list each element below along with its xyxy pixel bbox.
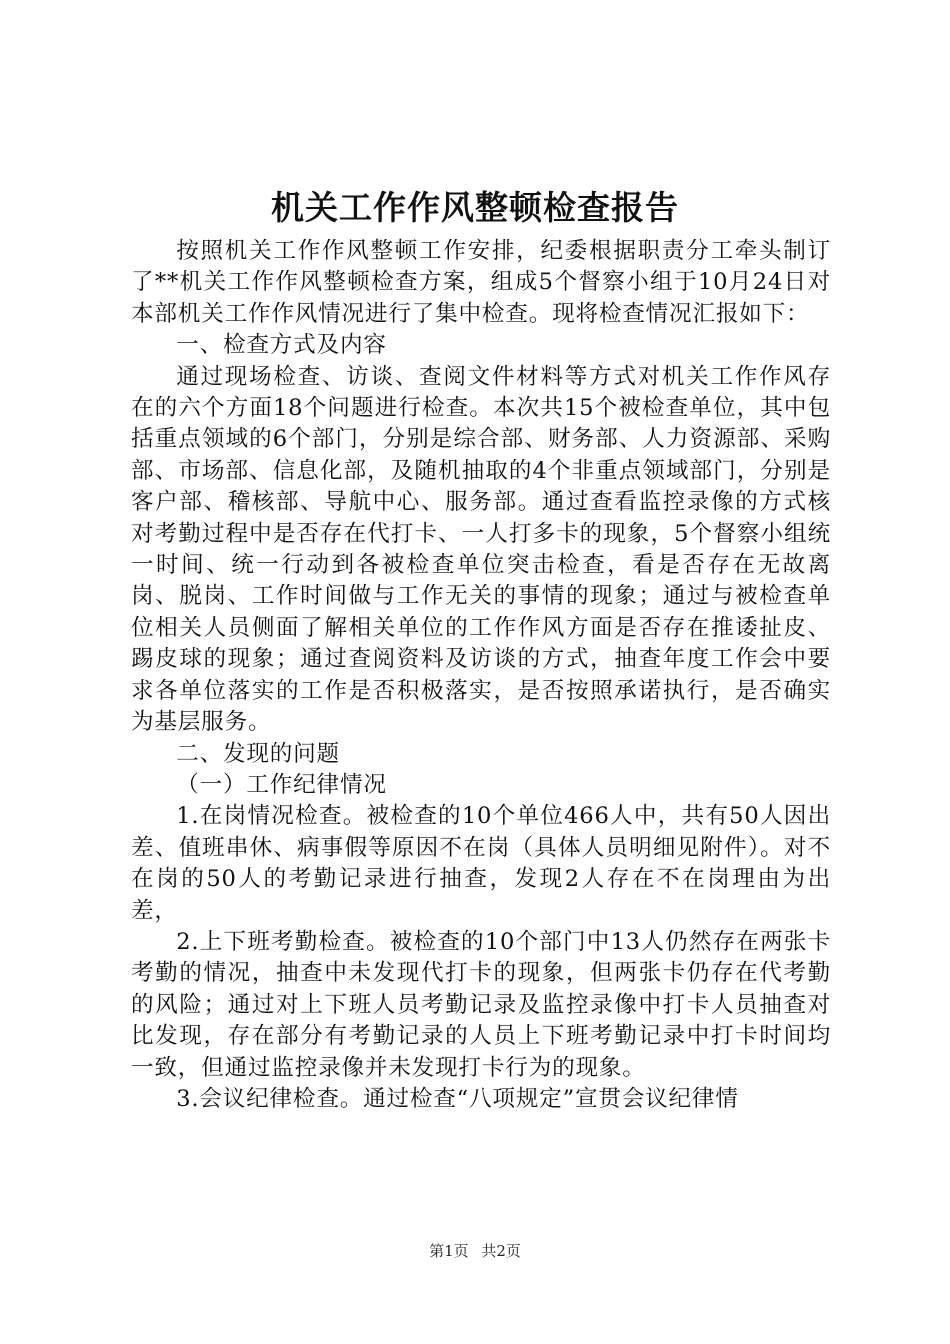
subsection-heading-discipline: （一）工作纪律情况 bbox=[176, 771, 387, 798]
document-body bbox=[131, 236, 831, 1115]
section-heading-problems: 二、发现的问题 bbox=[176, 740, 340, 767]
page-number-total: 共2页 bbox=[481, 1242, 521, 1260]
paragraph-item-3: 3.会议纪律检查。通过检查“八项规定”宣贯会议纪律情 bbox=[176, 1085, 739, 1112]
page-footer bbox=[0, 1240, 950, 1262]
paragraph-item-2: 2.上下班考勤检查。被检查的10个部门中13人仍然存在两张卡考勤的情况，抽查中未发现代打卡的现象，但两张卡仍存在代考勤的风险；通过对上下班人员考勤记录及监控录像中打卡人员抽查对比发现，存在部分有考勤记录的人员上下班考勤记录中打卡时间均一致，但通过监控录像并未发现打卡行为的现象。 bbox=[131, 928, 831, 1081]
paragraph-item-1: 1.在岗情况检查。被检查的10个单位466人中，共有50人因出差、值班串休、病事假等原因不在岗（具体人员明细见附件）。对不在岗的50人的考勤记录进行抽查，发现2人存在不在岗理由为出差， bbox=[131, 803, 831, 924]
paragraph-methods: 通过现场检查、访谈、查阅文件材料等方式对机关工作作风存在的六个方面18个问题进行检查。本次共15个被检查单位，其中包括重点领域的6个部门，分别是综合部、财务部、人力资源部、采购部、市场部、信息化部，及随机抽取的4个非重点领域部门，分别是客户部、稽核部、导航中心、服务部。通过查看监控录像的方式核对考勤过程中是否存在代打卡、一人打多卡的现象，5个督察小组统一时间、统一行动到各被检查单位突击检查，看是否存在无故离岗、脱岗、工作时间做与工作无关的事情的现象；通过与被检查单位相关人员侧面了解相关单位的工作作风方面是否存在推诿扯皮、踢皮球的现象；通过查阅资料及访谈的方式，抽查年度工作会中要求各单位落实的工作是否积极落实，是否按照承诺执行，是否确实为基层服务。 bbox=[131, 363, 831, 736]
document-title: 机关工作作风整顿检查报告 bbox=[271, 188, 679, 227]
page-number-current: 第1页 bbox=[429, 1242, 469, 1260]
paragraph-intro: 按照机关工作作风整顿工作安排，纪委根据职责分工牵头制订了**机关工作作风整顿检查方案，组成5个督察小组于10月24日对本部机关工作作风情况进行了集中检查。现将检查情况汇报如下： bbox=[131, 238, 831, 327]
section-heading-methods: 一、检查方式及内容 bbox=[176, 332, 387, 359]
